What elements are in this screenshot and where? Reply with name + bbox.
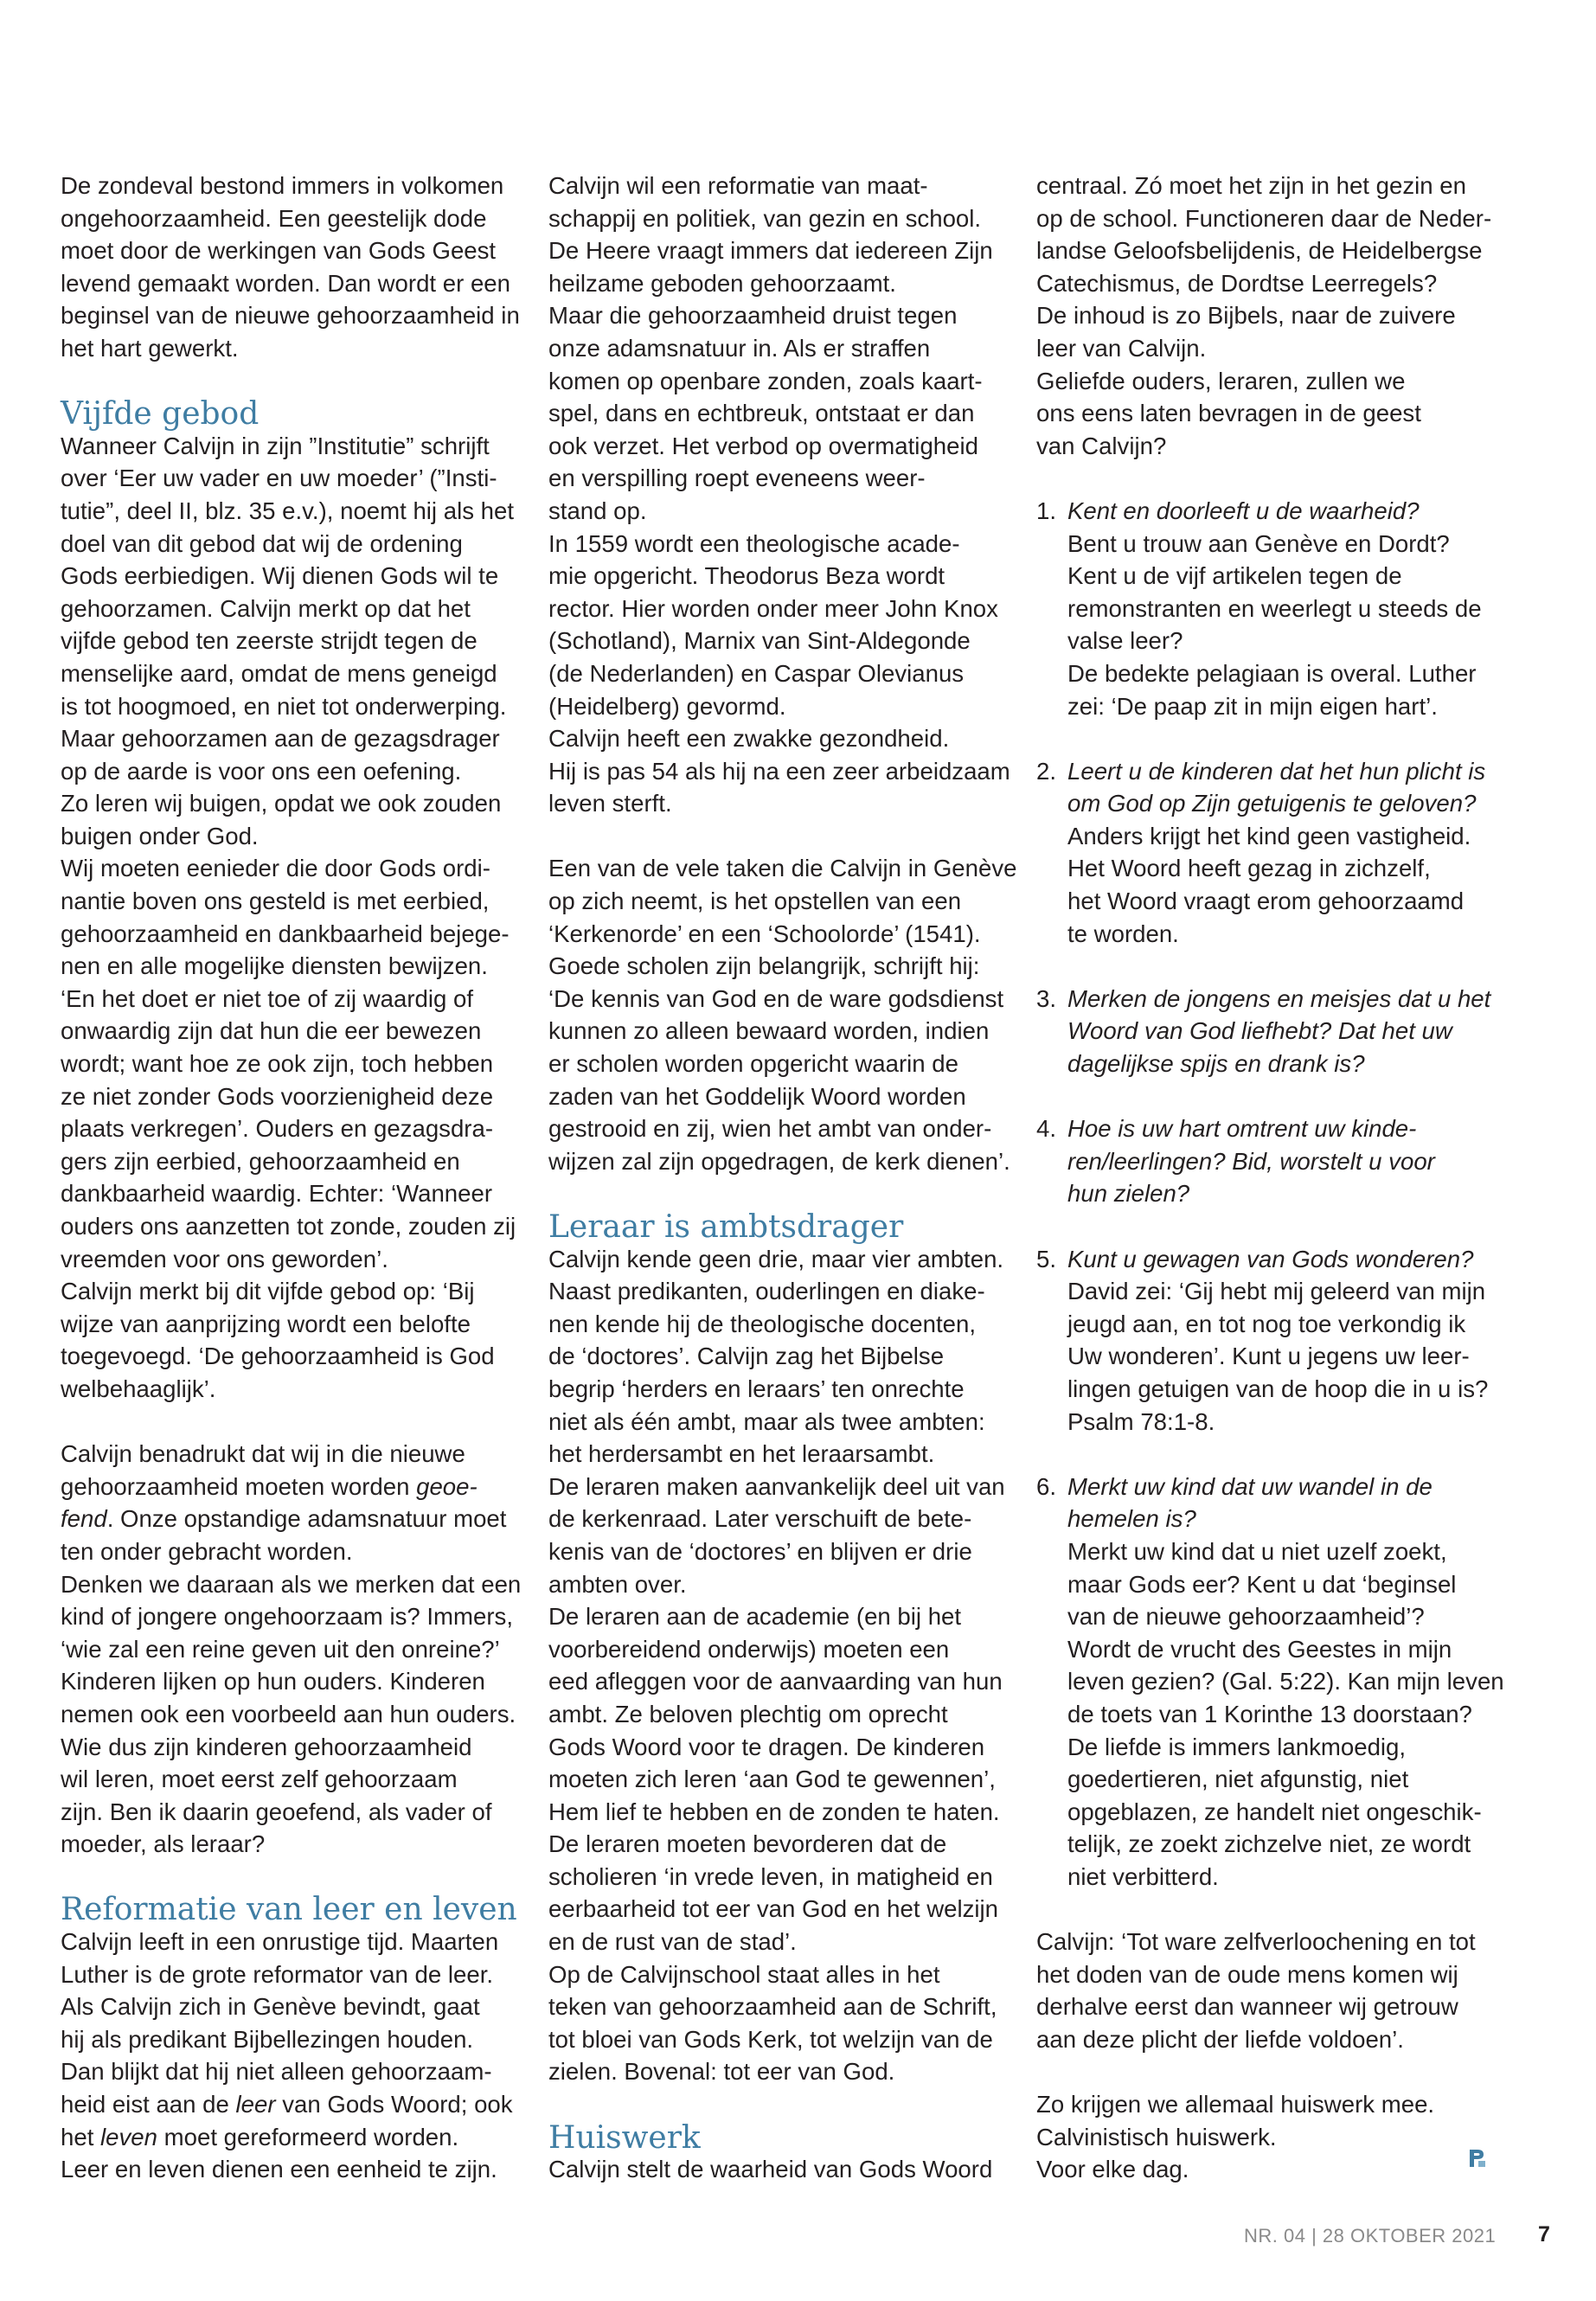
answer-text-line: De liefde is immers lankmoedig, <box>1067 1733 1407 1760</box>
text-line: nantie boven ons gesteld is met eerbied, <box>61 888 490 915</box>
question-number: 1. <box>1036 497 1057 524</box>
section-heading: Vijfde gebod <box>61 396 260 433</box>
text-line <box>61 1503 510 1535</box>
answer-text-line: te worden. <box>1067 920 1179 947</box>
text-line: wijze van aanprijzing wordt een belofte <box>61 1310 471 1337</box>
question-text-line: Leert u de kinderen dat het hun plicht is <box>1067 757 1486 785</box>
answer-text-line: opgeblazen, ze handelt niet ongeschik- <box>1067 1798 1482 1825</box>
question-text-line: Woord van God liefhebt? Dat het uw <box>1067 1017 1452 1045</box>
emphasis-text: leer <box>235 2091 276 2118</box>
answer-text-line: telijk, ze zoekt zichzelve niet, ze wordt <box>1067 1830 1471 1858</box>
answer-text-line: Bent u trouw aan Genève en Dordt? <box>1067 529 1450 557</box>
text-line: Calvijn stelt de waarheid van Gods Woord <box>548 2156 993 2183</box>
text-line: gehoorzamen. Calvijn merkt op dat het <box>61 594 471 622</box>
text-line <box>61 2121 510 2154</box>
text-line: Zo krijgen we allemaal huiswerk mee. <box>1036 2091 1435 2118</box>
text-column-3 <box>1036 170 1504 2186</box>
end-of-article-mark-icon <box>1466 2147 1489 2170</box>
question-text-line: ren/leerlingen? Bid, worstelt u voor <box>1067 1147 1435 1175</box>
text-line: Goede scholen zijn belangrijk, schrijft hij: <box>548 952 980 980</box>
text-line: levend gemaakt worden. Dan wordt er een <box>61 269 510 297</box>
text-line: kunnen zo alleen bewaard worden, indien <box>548 1017 990 1045</box>
answer-text-line: van de nieuwe gehoorzaamheid’? <box>1067 1603 1425 1631</box>
answer-text-line: David zei: ‘Gij hebt mij geleerd van mijn <box>1067 1278 1486 1305</box>
text-line: Kinderen lijken op hun ouders. Kinderen <box>61 1668 485 1695</box>
text-line: gehoorzaamheid en dankbaarheid bejege- <box>61 920 510 947</box>
text-line: Een van de vele taken die Calvijn in Genève <box>548 855 1017 882</box>
text-line: Op de Calvijnschool staat alles in het <box>548 1960 940 1988</box>
text-line: Calvijn kende geen drie, maar vier ambten. <box>548 1245 1004 1272</box>
text-line: Gods eerbiedigen. Wij dienen Gods wil te <box>61 562 499 590</box>
answer-text-line: valse leer? <box>1067 627 1183 655</box>
text-line: het doden van de oude mens komen wij <box>1036 1960 1458 1988</box>
text-line: De leraren aan de academie (en bij het <box>548 1603 962 1631</box>
question-text-line: Merkt uw kind dat uw wandel in de <box>1067 1472 1433 1500</box>
text-line: stand op. <box>548 497 647 524</box>
paragraph-gap <box>1036 1893 1495 1926</box>
text-line: Wanneer Calvijn in zijn ”Institutie” schrijft <box>61 432 490 459</box>
text-line: ‘En het doet er niet toe of zij waardig of <box>61 984 474 1012</box>
answer-text-line: zei: ‘De paap zit in mijn eigen hart’. <box>1067 692 1438 720</box>
text-line: gestrooid en zij, wien het ambt van onder- <box>548 1115 992 1143</box>
text-line: De leraren moeten bevorderen dat de <box>548 1830 947 1858</box>
text-line: onze adamsnatuur in. Als er straffen <box>548 334 931 362</box>
text-line: Calvijn leeft in een onrustige tijd. Maarten <box>61 1928 499 1956</box>
text-line: over ‘Eer uw vader en uw moeder’ (”Insti- <box>61 465 497 492</box>
text-line: beginsel van de nieuwe gehoorzaamheid in <box>61 302 520 330</box>
text-line: dankbaarheid waardig. Echter: ‘Wanneer <box>61 1180 493 1208</box>
paragraph-gap <box>548 820 1003 853</box>
text-line: Calvijn: ‘Tot ware zelfverloochening en tot <box>1036 1928 1476 1956</box>
question-number: 3. <box>1036 984 1057 1012</box>
question-text-line: om God op Zijn getuigenis te geloven? <box>1067 790 1477 817</box>
text-line: zaden van het Goddelijk Woord worden <box>548 1082 966 1110</box>
section-heading: Huiswerk <box>548 2119 701 2156</box>
text-line: scholieren ‘in vrede leven, in matigheid en <box>548 1862 993 1890</box>
question-item <box>1036 1112 1495 1210</box>
text-line: en de rust van de stad’. <box>548 1928 797 1956</box>
text-line: het herdersambt en het leraarsambt. <box>548 1440 935 1468</box>
text-span: . Onze opstandige adamsnatuur moet <box>106 1505 507 1533</box>
answer-text-line: de toets van 1 Korinthe 13 doorstaan? <box>1067 1700 1472 1727</box>
answer-text-line: niet verbitterd. <box>1067 1862 1219 1890</box>
text-line: Naast predikanten, ouderlingen en diake- <box>548 1278 985 1305</box>
answer-text-line: Merkt uw kind dat u niet uzelf zoekt, <box>1067 1537 1447 1565</box>
paragraph-gap <box>548 1177 1003 1210</box>
text-line: ‘Kerkenorde’ en een ‘Schoolorde’ (1541). <box>548 920 981 947</box>
text-line: Calvijn wil een reformatie van maat- <box>548 172 928 199</box>
paragraph-gap <box>1036 462 1495 495</box>
text-line: Luther is de grote reformator van de leer. <box>61 1960 494 1988</box>
answer-text-line: De bedekte pelagiaan is overal. Luther <box>1067 659 1477 687</box>
text-line: Als Calvijn zich in Genève bevindt, gaat <box>61 1993 480 2021</box>
text-line: Zo leren wij buigen, opdat we ook zouden <box>61 790 502 817</box>
text-line: en verspilling roept eveneens weer- <box>548 465 926 492</box>
text-line: is tot hoogmoed, en niet tot onderwerping. <box>61 692 507 720</box>
text-column-2 <box>548 170 1017 2186</box>
text-line: toegevoegd. ‘De gehoorzaamheid is God <box>61 1343 495 1370</box>
text-line: voorbereidend onderwijs) moeten een <box>548 1635 950 1663</box>
text-line: Maar gehoorzamen aan de gezagsdrager <box>61 725 500 753</box>
text-line: vijfde gebod ten zeerste strijdt tegen de <box>61 627 478 655</box>
text-line: landse Geloofsbelijdenis, de Heidelbergse <box>1036 237 1483 265</box>
text-line: op de school. Functioneren daar de Neder- <box>1036 204 1492 232</box>
text-span: gehoorzaamheid moeten worden <box>61 1472 417 1500</box>
text-line: ambten over. <box>548 1570 687 1598</box>
question-number: 6. <box>1036 1472 1057 1500</box>
section-heading: Leraar is ambtsdrager <box>548 1209 904 1245</box>
emphasis-text: leven <box>100 2123 157 2150</box>
paragraph-gap <box>1036 1210 1495 1243</box>
question-text-line: Kent en doorleeft u de waarheid? <box>1067 497 1420 524</box>
answer-text-line: Uw wonderen’. Kunt u jegens uw leer- <box>1067 1343 1470 1370</box>
text-line: (Schotland), Marnix van Sint-Aldegonde <box>548 627 971 655</box>
text-line: nen kende hij de theologische docenten, <box>548 1310 977 1337</box>
text-line: eed afleggen voor de aanvaarding van hun <box>548 1668 1003 1695</box>
text-line: eerbaarheid tot eer van God en het welzijn <box>548 1895 999 1923</box>
text-line: In 1559 wordt een theologische acade- <box>548 529 960 557</box>
text-line: ons eens laten bevragen in de geest <box>1036 400 1421 427</box>
text-line: nen en alle mogelijke diensten bewijzen. <box>61 952 488 980</box>
question-text-line: dagelijkse spijs en drank is? <box>1067 1050 1365 1078</box>
text-line: op de aarde is voor ons een oefening. <box>61 757 462 785</box>
text-line: begrip ‘herders en leraars’ ten onrechte <box>548 1375 965 1402</box>
text-line: De leraren maken aanvankelijk deel uit van <box>548 1472 1005 1500</box>
text-line: ouders ons aanzetten tot zonde, zouden zij <box>61 1213 516 1240</box>
paragraph-gap <box>61 1861 510 1894</box>
text-line: Calvijn heeft een zwakke gezondheid. <box>548 725 950 753</box>
question-text-line: Hoe is uw hart omtrent uw kinde- <box>1067 1115 1417 1143</box>
issue-date-footer: NR. 04 | 28 OKTOBER 2021 <box>1244 2225 1497 2247</box>
text-line <box>61 1471 510 1503</box>
paragraph-gap <box>548 2088 1003 2121</box>
text-line: spel, dans en echtbreuk, ontstaat er dan <box>548 400 975 427</box>
text-line: teken van gehoorzaamheid aan de Schrift, <box>548 1993 997 2021</box>
question-number: 2. <box>1036 757 1057 785</box>
text-line: De Heere vraagt immers dat iedereen Zijn <box>548 237 993 265</box>
text-line: vreemden voor ons geworden’. <box>61 1245 388 1272</box>
answer-text-line: Wordt de vrucht des Geestes in mijn <box>1067 1635 1452 1663</box>
text-line: op zich neemt, is het opstellen van een <box>548 888 962 915</box>
text-line: De inhoud is zo Bijbels, naar de zuivere <box>1036 302 1456 330</box>
text-line: ten onder gebracht worden. <box>61 1537 353 1565</box>
text-line: Wie dus zijn kinderen gehoorzaamheid <box>61 1733 472 1760</box>
text-line: Geliefde ouders, leraren, zullen we <box>1036 367 1406 394</box>
question-number: 5. <box>1036 1245 1057 1272</box>
section-heading: Reformatie van leer en leven <box>61 1892 517 1928</box>
text-line: centraal. Zó moet het zijn in het gezin en <box>1036 172 1466 199</box>
text-line: Denken we daaraan als we merken dat een <box>61 1570 522 1598</box>
text-line: menselijke aard, omdat de mens geneigd <box>61 659 497 687</box>
text-line: tot bloei van Gods Kerk, tot welzijn van de <box>548 2025 993 2053</box>
text-line: ‘wie zal een reine geven uit den onreine?’ <box>61 1635 500 1663</box>
answer-text-line: Psalm 78:1-8. <box>1067 1407 1215 1435</box>
text-line: ongehoorzaamheid. Een geestelijk dode <box>61 204 487 232</box>
text-line: van Calvijn? <box>1036 432 1167 459</box>
text-line: ze niet zonder Gods voorzienigheid deze <box>61 1082 494 1110</box>
text-line: Leer en leven dienen een eenheid te zijn. <box>61 2156 497 2183</box>
text-line: aan deze plicht der liefde voldoen’. <box>1036 2025 1404 2053</box>
text-line: kenis van de ‘doctores’ en blijven er drie <box>548 1537 972 1565</box>
answer-text-line: goedertieren, niet afgunstig, niet <box>1067 1766 1409 1793</box>
text-line: Hij is pas 54 als hij na een zeer arbeidzaam <box>548 757 1010 785</box>
question-number: 4. <box>1036 1115 1057 1143</box>
text-span: moet gereformeerd worden. <box>157 2123 459 2150</box>
question-item <box>1036 1471 1504 1894</box>
text-line: zielen. Bovenal: tot eer van God. <box>548 2058 895 2086</box>
text-line: tutie”, deel II, blz. 35 e.v.), noemt hij als het <box>61 497 515 524</box>
answer-text-line: Anders krijgt het kind geen vastigheid. <box>1067 822 1471 849</box>
text-line: Hem lief te hebben en de zonden te haten. <box>548 1798 1000 1825</box>
answer-text-line: lingen getuigen van de hoop die in u is? <box>1067 1375 1489 1402</box>
question-text-line: hemelen is? <box>1067 1505 1196 1533</box>
text-span: heid eist aan de <box>61 2091 236 2118</box>
text-line: komen op openbare zonden, zoals kaart- <box>548 367 983 394</box>
text-line: moeten zich leren ‘aan God te gewennen’, <box>548 1766 996 1793</box>
text-line: Wij moeten eenieder die door Gods ordi- <box>61 855 490 882</box>
text-line: het hart gewerkt. <box>61 334 239 362</box>
text-line: de ‘doctores’. Calvijn zag het Bijbelse <box>548 1343 945 1370</box>
text-line: mie opgericht. Theodorus Beza wordt <box>548 562 945 590</box>
text-line: Dan blijkt dat hij niet alleen gehoorzaam- <box>61 2058 492 2086</box>
paragraph-gap <box>1036 1438 1495 1471</box>
text-line: wil leren, moet eerst zelf gehoorzaam <box>61 1766 458 1793</box>
answer-text-line: Het Woord heeft gezag in zichzelf, <box>1067 855 1431 882</box>
answer-text-line: leven gezien? (Gal. 5:22). Kan mijn leven <box>1067 1668 1504 1695</box>
question-text-line: Kunt u gewagen van Gods wonderen? <box>1067 1245 1474 1272</box>
question-text-line: Merken de jongens en meisjes dat u het <box>1067 984 1491 1012</box>
text-line: de kerkenraad. Later verschuift de bete- <box>548 1505 972 1533</box>
answer-text-line: remonstranten en weerlegt u steeds de <box>1067 594 1482 622</box>
paragraph-gap <box>61 1406 510 1439</box>
text-span: van Gods Woord; ook <box>275 2091 513 2118</box>
text-line: hij als predikant Bijbellezingen houden. <box>61 2025 474 2053</box>
text-line: schappij en politiek, van gezin en school. <box>548 204 982 232</box>
text-line: Catechismus, de Dordtse Leerregels? <box>1036 269 1438 297</box>
emphasis-text: fend <box>61 1505 107 1533</box>
text-line: ook verzet. Het verbod op overmatigheid <box>548 432 978 459</box>
paragraph-gap <box>1036 950 1495 983</box>
emphasis-text: geoe- <box>416 1472 478 1500</box>
text-line: (de Nederlanden) en Caspar Olevianus <box>548 659 965 687</box>
text-line: niet als één ambt, maar als twee ambten: <box>548 1407 985 1435</box>
text-span: het <box>61 2123 101 2150</box>
answer-text-line: Kent u de vijf artikelen tegen de <box>1067 562 1402 590</box>
text-line: Gods Woord voor te dragen. De kinderen <box>548 1733 985 1760</box>
text-line: moeder, als leraar? <box>61 1830 266 1858</box>
text-line: nemen ook een voorbeeld aan hun ouders. <box>61 1700 516 1727</box>
text-line: Calvijn benadrukt dat wij in die nieuwe <box>61 1440 465 1468</box>
paragraph-gap <box>1036 1080 1495 1113</box>
text-line: leer van Calvijn. <box>1036 334 1207 362</box>
text-line: Maar die gehoorzaamheid druist tegen <box>548 302 958 330</box>
question-item <box>1036 495 1495 722</box>
text-line: welbehaaglijk’. <box>61 1375 216 1402</box>
text-line: wijzen zal zijn opgedragen, de kerk dienen’. <box>548 1147 1010 1175</box>
text-line: heilzame geboden gehoorzaamt. <box>548 269 896 297</box>
page-number: 7 <box>1538 2222 1550 2247</box>
text-line: doel van dit gebod dat wij de ordening <box>61 529 463 557</box>
text-line: Calvinistisch huiswerk. <box>1036 2123 1277 2150</box>
text-line: Voor elke dag. <box>1036 2156 1189 2183</box>
paragraph-gap <box>1036 2055 1495 2088</box>
text-line: kind of jongere ongehoorzaam is? Immers, <box>61 1603 514 1631</box>
text-line: moet door de werkingen van Gods Geest <box>61 237 497 265</box>
text-line: De zondeval bestond immers in volkomen <box>61 172 504 199</box>
paragraph-gap <box>1036 722 1495 755</box>
text-line <box>61 2088 513 2121</box>
text-line: Calvijn merkt bij dit vijfde gebod op: ‘Bij <box>61 1278 475 1305</box>
answer-text-line: het Woord vraagt erom gehoorzaamd <box>1067 888 1465 915</box>
question-text-line: hun zielen? <box>1067 1180 1190 1208</box>
text-column-1 <box>61 170 522 2186</box>
text-line: er scholen worden opgericht waarin de <box>548 1050 958 1078</box>
answer-text-line: jeugd aan, en tot nog toe verkondig ik <box>1067 1310 1466 1337</box>
text-line: rector. Hier worden onder meer John Knox <box>548 594 998 622</box>
text-line: wordt; want hoe ze ook zijn, toch hebben <box>61 1050 494 1078</box>
question-item <box>1036 1243 1495 1439</box>
answer-text-line: maar Gods eer? Kent u dat ‘beginsel <box>1067 1570 1457 1598</box>
text-line: (Heidelberg) gevormd. <box>548 692 786 720</box>
paragraph-gap <box>61 365 510 398</box>
text-line: onwaardig zijn dat hun die eer bewezen <box>61 1017 482 1045</box>
text-line: gers zijn eerbied, gehoorzaamheid en <box>61 1147 460 1175</box>
text-line: leven sterft. <box>548 790 672 817</box>
question-item <box>1036 755 1495 951</box>
text-line: ambt. Ze beloven plechtig om oprecht <box>548 1700 948 1727</box>
question-item <box>1036 983 1495 1080</box>
text-line: plaats verkregen’. Ouders en gezagsdra- <box>61 1115 494 1143</box>
text-line: derhalve eerst dan wanneer wij getrouw <box>1036 1993 1458 2021</box>
text-line: ‘De kennis van God en de ware godsdienst <box>548 984 1004 1012</box>
text-line: zijn. Ben ik daarin geoefend, als vader of <box>61 1798 492 1825</box>
text-line: buigen onder God. <box>61 822 259 849</box>
